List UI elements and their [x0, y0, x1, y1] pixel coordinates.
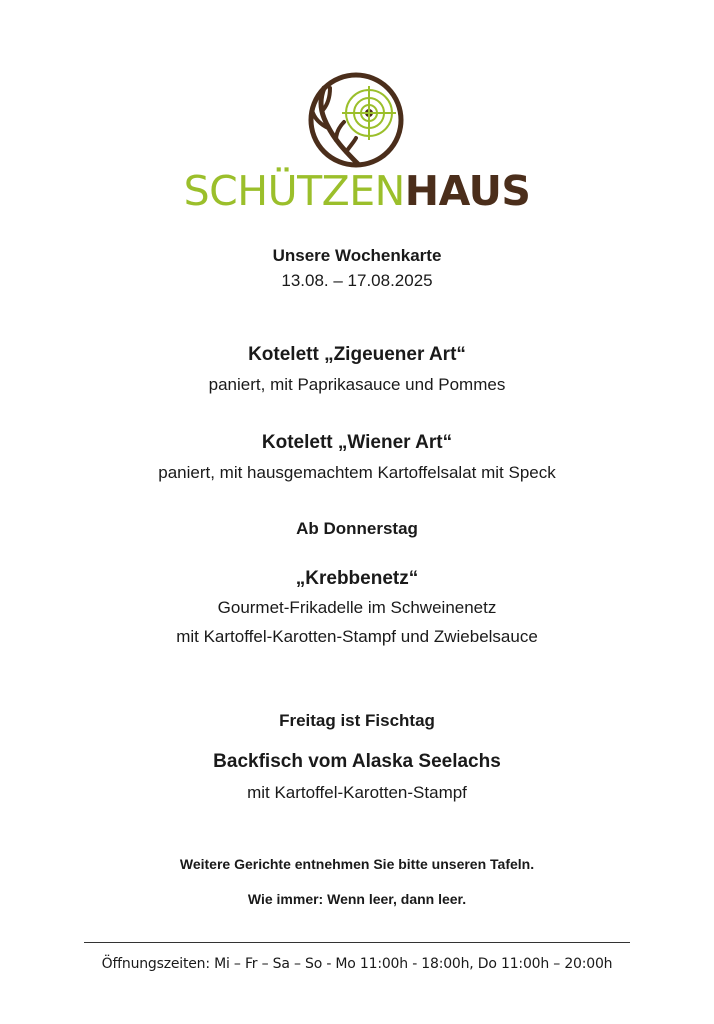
- section-heading-thursday: Ab Donnerstag: [296, 519, 418, 538]
- logo-word-light: SCHÜTZEN: [183, 167, 405, 215]
- dish-description: paniert, mit Paprikasauce und Pommes: [208, 375, 506, 394]
- section-heading-friday: Freitag ist Fischtag: [279, 711, 435, 730]
- note-line: Wie immer: Wenn leer, dann leer.: [247, 891, 467, 907]
- dish-title: Kotelett „Wiener Art“: [261, 432, 453, 453]
- dish-title: Kotelett „Zigeuener Art“: [248, 344, 466, 365]
- antler-target-emblem-icon: [306, 72, 406, 172]
- dish-description: mit Kartoffel-Karotten-Stampf: [247, 783, 467, 802]
- menu-heading: Unsere Wochenkarte: [272, 246, 442, 265]
- dish-description: mit Kartoffel-Karotten-Stampf und Zwiebelsauce: [176, 627, 538, 646]
- dish-title: „Krebbenetz“: [295, 568, 419, 589]
- note-line: Weitere Gerichte entnehmen Sie bitte unseren Tafeln.: [179, 856, 535, 872]
- dish-description: Gourmet-Frikadelle im Schweinenetz: [217, 598, 497, 617]
- logo-word-bold: HAUS: [404, 167, 531, 215]
- dish-description: paniert, mit hausgemachtem Kartoffelsalat mit Speck: [158, 463, 556, 482]
- logo: [0, 68, 714, 218]
- opening-hours: Öffnungszeiten: Mi – Fr – Sa – So - Mo 11:00h - 18:00h, Do 11:00h – 20:00h: [101, 956, 613, 972]
- footer-divider: [84, 942, 630, 943]
- logo-wordmark: [0, 166, 714, 216]
- menu-dates: 13.08. – 17.08.2025: [281, 271, 433, 290]
- dish-title: Backfisch vom Alaska Seelachs: [213, 751, 501, 772]
